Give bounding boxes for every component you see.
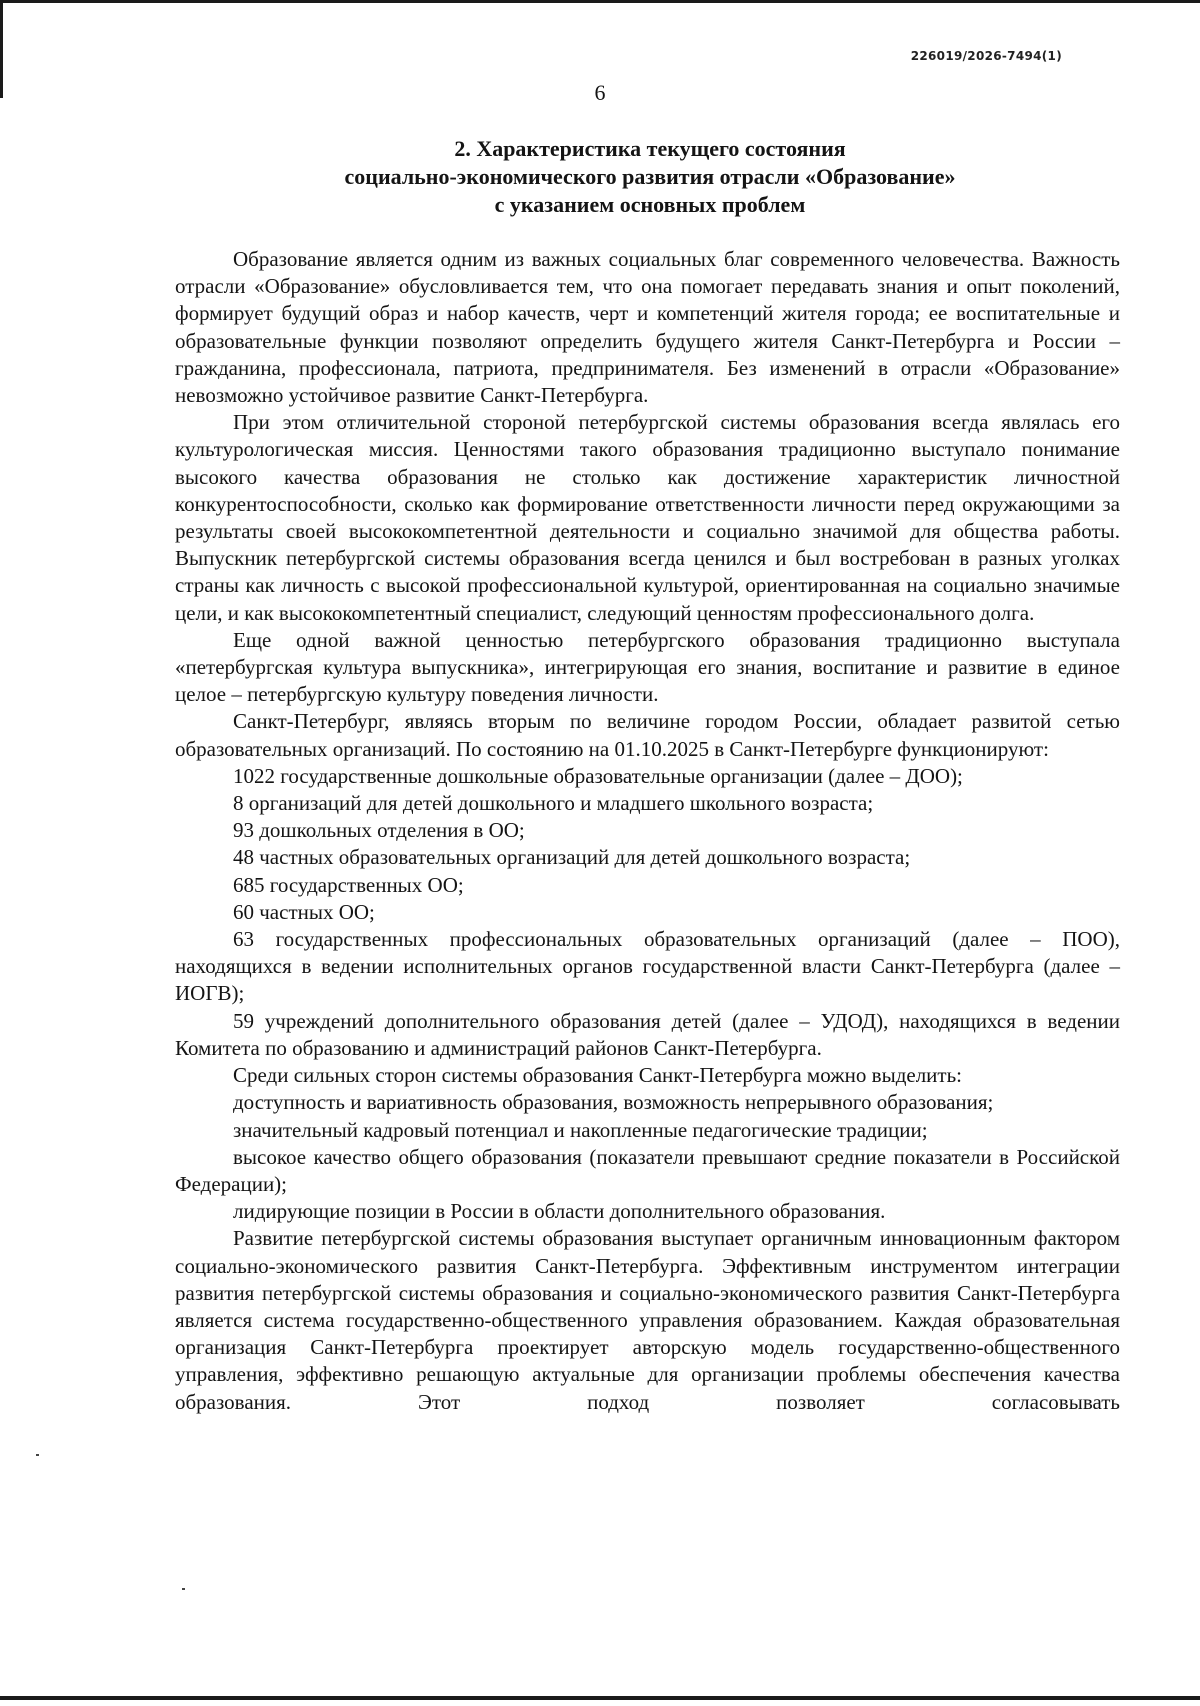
paragraph: Еще одной важной ценностью петербургского образования традиционно выступала «петербургская культура выпускника», интегрирующая его знания, воспитание и развитие в единое целое – петербургскую культуру поведения личности. [175,627,1120,707]
paragraph: Развитие петербургской системы образования выступает органичным инновационным фактором социально-экономического развития Санкт-Петербурга. Эффективным инструментом интеграции развития петербургской системы образования и социально-экономического развития Санкт-Петербурга является система государственно-общественного управления образованием. Каждая образовательная организация Санкт-Петербурга проектирует авторскую модель государственно-общественного управления, эффективно решающую актуальные для организации проблемы обеспечения качества образования. Этот подход позволяет согласовывать [175,1226,1120,1414]
document-body [175,246,1120,1416]
paragraph: Среди сильных сторон системы образования Санкт-Петербурга можно выделить: [233,1063,963,1088]
paragraph: Санкт-Петербург, являясь вторым по величине городом России, обладает развитой сетью образовательных организаций. По состоянию на 01.10.2025 в Санкт-Петербурге функционируют: [175,709,1120,761]
list-item: 685 государственных ОО; [233,872,464,897]
list-item: 8 организаций для детей дошкольного и младшего школьного возраста; [233,791,874,816]
scan-border-top [0,0,1200,3]
page-number: 6 [594,80,606,105]
section-heading-line: 2. Характеристика текущего состояния [454,136,846,161]
section-heading-line: с указанием основных проблем [494,192,806,217]
list-item: значительный кадровый потенциал и накопленные педагогические традиции; [233,1117,928,1142]
list-item: 1022 государственные дошкольные образовательные организации (далее – ДОО); [233,763,963,788]
registration-number: 226019/2026-7494(1) [910,49,1062,63]
paragraph: Образование является одним из важных социальных благ современного человечества. Важность отрасли «Образование» обусловливается тем, что она помогает передавать знания и опыт поколений, формирует будущий образ и набор качеств, черт и компетенций жителя города; ее воспитательные и образовательные функции позволяют определить будущего жителя Санкт-Петербурга и России – гражданина, профессионала, патриота, предпринимателя. Без изменений в отрасли «Образование» невозможно устойчивое развитие Санкт-Петербурга. [175,247,1120,408]
scan-border-bottom [0,1696,1200,1700]
list-item: 48 частных образовательных организаций для детей дошкольного возраста; [233,845,911,870]
list-item: 63 государственных профессиональных образовательных организаций (далее – ПОО), находящихся в ведении исполнительных органов государственной власти Санкт-Петербурга (далее – ИОГВ); [175,927,1120,1006]
list-item: лидирующие позиции в России в области дополнительного образования. [233,1199,886,1224]
list-item: 93 дошкольных отделения в ОО; [233,818,525,843]
paragraph: При этом отличительной стороной петербургской системы образования всегда являлась его культурологическая миссия. Ценностями такого образования традиционно выступало понимание высокого качества образования не столько как достижение характеристик личностной конкурентоспособности, сколько как формирование ответственности личности перед окружающими за результаты своей высококомпетентной деятельности и социально значимой для общества работы. Выпускник петербургской системы образования всегда ценился и был востребован в разных уголках страны как личность с высокой профессиональной культурой, ориентированная на социально значимые цели, и как высококомпетентный специалист, следующий ценностям профессионального долга. [175,410,1120,625]
list-item: 60 частных ОО; [233,899,375,924]
list-item: 59 учреждений дополнительного образования детей (далее – УДОД), находящихся в ведении Комитета по образованию и администраций районов Санкт-Петербурга. [175,1008,1120,1060]
section-heading [0,135,1200,219]
section-heading-line: социально-экономического развития отрасли «Образование» [344,164,956,189]
scan-speck [182,1588,185,1590]
list-item: доступность и вариативность образования, возможность непрерывного образования; [233,1090,994,1115]
scan-speck [36,1454,39,1456]
list-item: высокое качество общего образования (показатели превышают средние показатели в Российской Федерации); [175,1144,1120,1196]
